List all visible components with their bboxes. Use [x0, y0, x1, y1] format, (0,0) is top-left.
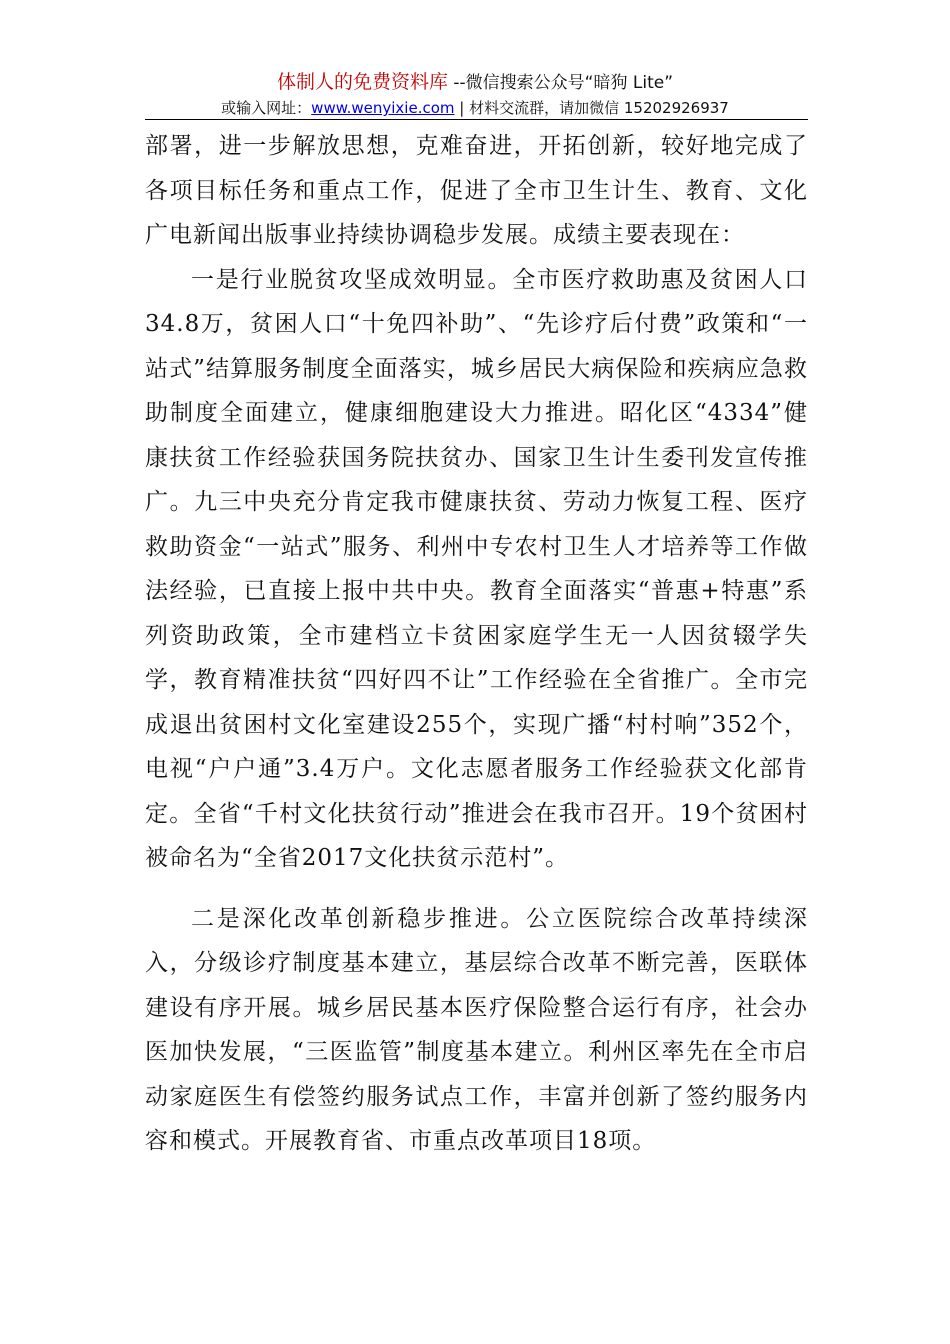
header-line-2 [0, 97, 950, 119]
paragraph-poverty-alleviation: 一是行业脱贫攻坚成效明显。全市医疗救助惠及贫困人口34.8万，贫困人口“十免四补助”、“先诊疗后付费”政策和“一站式”结算服务制度全面落实，城乡居民大病保险和疾病应急救助制度全面建立，健康细胞建设大力推进。昭化区“4334”健康扶贫工作经验获国务院扶贫办、国家卫生计生委刊发宣传推广。九三中央充分肯定我市健康扶贫、劳动力恢复工程、医疗救助资金“一站式”服务、利州中专农村卫生人才培养等工作做法经验，已直接上报中共中央。教育全面落实“普惠+特惠”系列资助政策，全市建档立卡贫困家庭学生无一人因贫辍学失学，教育精准扶贫“四好四不让”工作经验在全省推广。全市完成退出贫困村文化室建设255个，实现广播“村村响”352个，电视“户户通”3.4万户。文化志愿者服务工作经验获文化部肯定。全省“千村文化扶贫行动”推进会在我市召开。19个贫困村被命名为“全省2017文化扶贫示范村”。 [145, 266, 808, 871]
paragraph-reform-innovation: 二是深化改革创新稳步推进。公立医院综合改革持续深入，分级诊疗制度基本建立，基层综合改革不断完善，医联体建设有序开展。城乡居民基本医疗保险整合运行有序，社会办医加快发展，“三医监管”制度基本建立。利州区率先在全市启动家庭医生有偿签约服务试点工作，丰富并创新了签约服务内容和模式。开展教育省、市重点改革项目18项。 [145, 905, 808, 1154]
brand-title: 体制人的免费资料库 [276, 71, 448, 93]
header-divider [145, 119, 808, 120]
paragraph-gap [145, 881, 808, 897]
document-body [145, 124, 808, 1164]
header-line-1 [0, 70, 950, 95]
url-prefix: 或输入网址： [221, 99, 312, 117]
contact-text: | 材料交流群，请加微信 15202926937 [454, 99, 729, 117]
header-tagline: --微信搜索公众号“暗狗 Lite” [448, 73, 674, 93]
paragraph-continued: 部署，进一步解放思想，克难奋进，开拓创新，较好地完成了各项目标任务和重点工作，促进了全市卫生计生、教育、文化广电新闻出版事业持续协调稳步发展。成绩主要表现在： [145, 133, 808, 248]
page-header [0, 70, 950, 119]
website-link[interactable]: www.wenyixie.com [311, 99, 455, 117]
